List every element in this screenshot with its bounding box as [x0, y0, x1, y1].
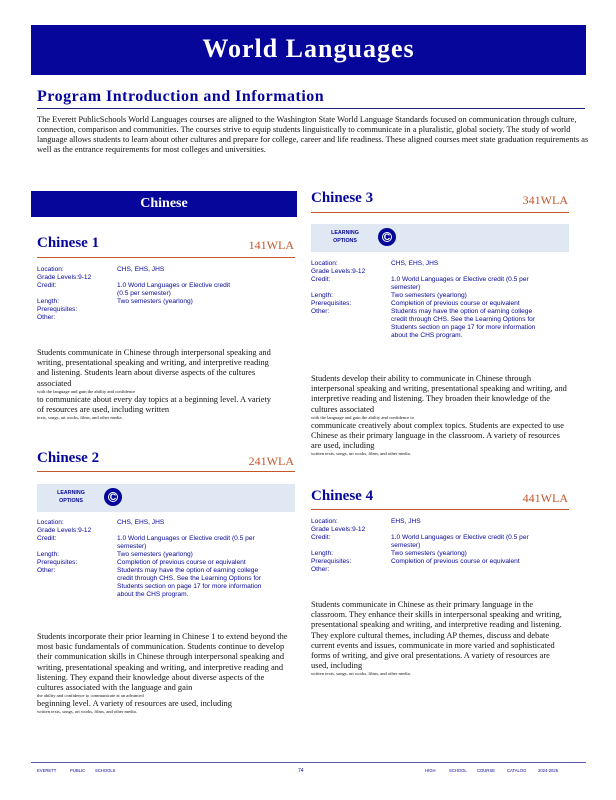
footer-right-3: COURSE — [477, 768, 495, 773]
credit-label: Credit: — [37, 282, 57, 289]
length-value: Two semesters (yearlong) — [391, 550, 467, 557]
course-code-chinese-1: 141WLA — [248, 238, 294, 252]
description-small-text: the ability and confidence to communicate at an advanced — [37, 693, 144, 699]
course-info-chinese-2 — [37, 519, 295, 599]
footer-right-4: CATALOG — [507, 768, 527, 773]
credit-value: 1.0 World Languages or Elective credit (0.5 per semester) — [117, 535, 255, 550]
course-code-chinese-2: 241WLA — [248, 454, 294, 468]
course-description-chinese-2 — [37, 632, 292, 715]
description-small-text: written texts, songs, art works, films, and other media. — [311, 451, 411, 457]
intro-paragraph: The Everett PublicSchools World Languages courses are aligned to the Washington State World Language Standards focused on communication through culture, connection, comparison and communities. The courses strive to equip students linguistically to communicate in a pluralistic, global society. The study of world language allows students to learn about other cultures and prepare for college, career and life readiness. These aligned courses meet state graduation requirements as well as the entrance requirements for most colleges and universities. — [37, 115, 589, 154]
other-label: Other: — [311, 566, 330, 573]
grade-label: Grade Levels: — [37, 527, 79, 534]
other-value — [391, 566, 569, 574]
description-text: to communicate about every day topics at a beginning level. A variety of resources are used, including written — [37, 394, 271, 415]
location-label: Location: — [37, 519, 64, 526]
length-label: Length: — [37, 551, 59, 558]
title-banner — [31, 25, 586, 75]
section-band-label: Chinese — [140, 196, 188, 211]
course-title-chinese-3: Chinese 3 — [311, 190, 374, 206]
course-code-chinese-4: 441WLA — [522, 491, 568, 505]
other-value — [117, 314, 295, 322]
description-small-text: texts, songs, art works, films, and other media. — [37, 415, 123, 421]
other-value: Students may have the option of earning college credit through CHS. See the Learning Options for Students section on page 17 for more information about the CHS program. — [391, 308, 536, 339]
prereq-value: Completion of previous course or equivalent — [391, 558, 520, 565]
location-label: Location: — [37, 266, 64, 273]
length-label: Length: — [311, 550, 333, 557]
course-divider — [311, 212, 569, 213]
course-divider — [37, 471, 295, 472]
credit-label: Credit: — [311, 534, 331, 541]
intro-divider — [37, 108, 585, 109]
grade-value: 9-12 — [352, 526, 366, 533]
length-label: Length: — [37, 298, 59, 305]
course-description-chinese-3 — [311, 374, 571, 457]
location-label: Location: — [311, 260, 338, 267]
prereq-value: Completion of previous course or equivalent — [391, 300, 520, 307]
description-small-text: with the language and gain the ability and confidence to — [311, 414, 414, 420]
prereq-label: Prerequisites: — [311, 558, 352, 565]
location-value: CHS, EHS, JHS — [391, 260, 439, 267]
chs-icon — [378, 228, 396, 246]
prereq-value — [117, 306, 295, 314]
footer-right-2: SCHOOL — [449, 768, 467, 773]
course-description-chinese-1 — [37, 348, 272, 421]
location-value: CHS, EHS, JHS — [117, 266, 165, 273]
footer-divider — [31, 762, 586, 763]
course-info-chinese-3 — [311, 260, 569, 340]
section-band — [31, 191, 297, 217]
other-label: Other: — [311, 308, 330, 315]
course-description-chinese-4 — [311, 600, 566, 677]
other-label: Other: — [37, 567, 56, 574]
intro-heading: Program Introduction and Information — [37, 88, 325, 105]
course-code-chinese-3: 341WLA — [522, 193, 568, 207]
description-small-text: written texts, songs, art works, films, and other media. — [311, 671, 411, 677]
prereq-label: Prerequisites: — [37, 559, 78, 566]
footer-right-1: HIGH — [425, 768, 436, 773]
grade-label: Grade Levels: — [311, 268, 353, 275]
description-text: communicate creatively about complex topics. Students are expected to use Chinese as their primary language in the classroom. A variety of resources are used, including — [311, 420, 565, 451]
description-text: Students communicate in Chinese through interpersonal speaking and writing, presentational speaking and writing, and interpretive reading and listening. Students learn about diverse aspects of the cultures associated — [37, 348, 271, 388]
course-title-chinese-2: Chinese 2 — [37, 450, 100, 466]
description-text: Students incorporate their prior learning in Chinese 1 to extend beyond the most basic fundamentals of communication. Students continue to develop their communication skills in Chinese through interpersonal speaking and writing, presentational speaking and writing, and interpretive reading and listening. They expand their knowledge about diverse aspects of the cultures associated with the language and gain — [37, 632, 288, 693]
description-small-text: with the language and gain the ability and confidence — [37, 388, 136, 394]
page-title: World Languages — [202, 34, 415, 63]
credit-label: Credit: — [37, 535, 57, 542]
course-info-chinese-4 — [311, 518, 569, 574]
grade-value: 9-12 — [352, 268, 366, 275]
grade-value: 9-12 — [78, 527, 92, 534]
length-label: Length: — [311, 292, 333, 299]
credit-value: 1.0 World Languages or Elective credit (0.5 per semester) — [391, 276, 529, 291]
learning-options-label: LEARNING OPTIONS — [331, 230, 359, 244]
course-divider — [311, 509, 569, 510]
credit-label: Credit: — [311, 276, 331, 283]
description-small-text: written texts, songs, art works, films, and other media. — [37, 709, 137, 715]
grade-label: Grade Levels: — [37, 274, 79, 281]
prereq-value: Completion of previous course or equivalent — [117, 559, 246, 566]
credit-value: 1.0 World Languages or Elective credit (0.5 per semester) — [391, 534, 529, 549]
credit-value: 1.0 World Languages or Elective credit (0.5 per semester) — [117, 282, 231, 297]
description-text: Students develop their ability to communicate in Chinese through interpersonal speaking and writing, presentational speaking and writing, and interpretive reading and listening. They broaden their knowledge of the cultures associated — [311, 374, 567, 414]
description-text: beginning level. A variety of resources are used, including — [37, 699, 232, 709]
footer-left-2: PUBLIC — [70, 768, 86, 773]
course-title-chinese-4: Chinese 4 — [311, 488, 374, 504]
grade-label: Grade Levels: — [311, 526, 353, 533]
footer-left-1: EVERETT — [37, 768, 57, 773]
description-text: Students communicate in Chinese as their primary language in the classroom. They enhance their skills in interpersonal speaking and writing, presentational speaking and writing, and interpretive reading and listening. They explore cultural themes, including AP themes, discuss and debate current events and issues, communicate in more varied and sophisticated forms of writing, and give oral presentations. A variety of resources are used, including — [311, 600, 562, 671]
learning-options-box — [311, 224, 569, 252]
footer-right-5: 2024-2025 — [538, 768, 559, 773]
location-value: EHS, JHS — [391, 518, 421, 525]
location-value: CHS, EHS, JHS — [117, 519, 165, 526]
other-label: Other: — [37, 314, 56, 321]
other-value: Students may have the option of earning college credit through CHS. See the Learning Options for Students section on page 17 for more information about the CHS program. — [117, 567, 262, 598]
length-value: Two semesters (yearlong) — [391, 292, 467, 299]
learning-options-box — [37, 484, 295, 512]
course-info-chinese-1 — [37, 266, 295, 322]
footer-left-3: SCHOOLS — [95, 768, 116, 773]
chs-icon — [104, 488, 122, 506]
grade-value: 9-12 — [78, 274, 92, 281]
page-number: 74 — [298, 768, 304, 774]
course-divider — [37, 257, 295, 258]
length-value: Two semesters (yearlong) — [117, 298, 193, 305]
learning-options-label: LEARNING OPTIONS — [57, 490, 85, 504]
prereq-label: Prerequisites: — [37, 306, 78, 313]
length-value: Two semesters (yearlong) — [117, 551, 193, 558]
prereq-label: Prerequisites: — [311, 300, 352, 307]
course-title-chinese-1: Chinese 1 — [37, 235, 100, 251]
location-label: Location: — [311, 518, 338, 525]
